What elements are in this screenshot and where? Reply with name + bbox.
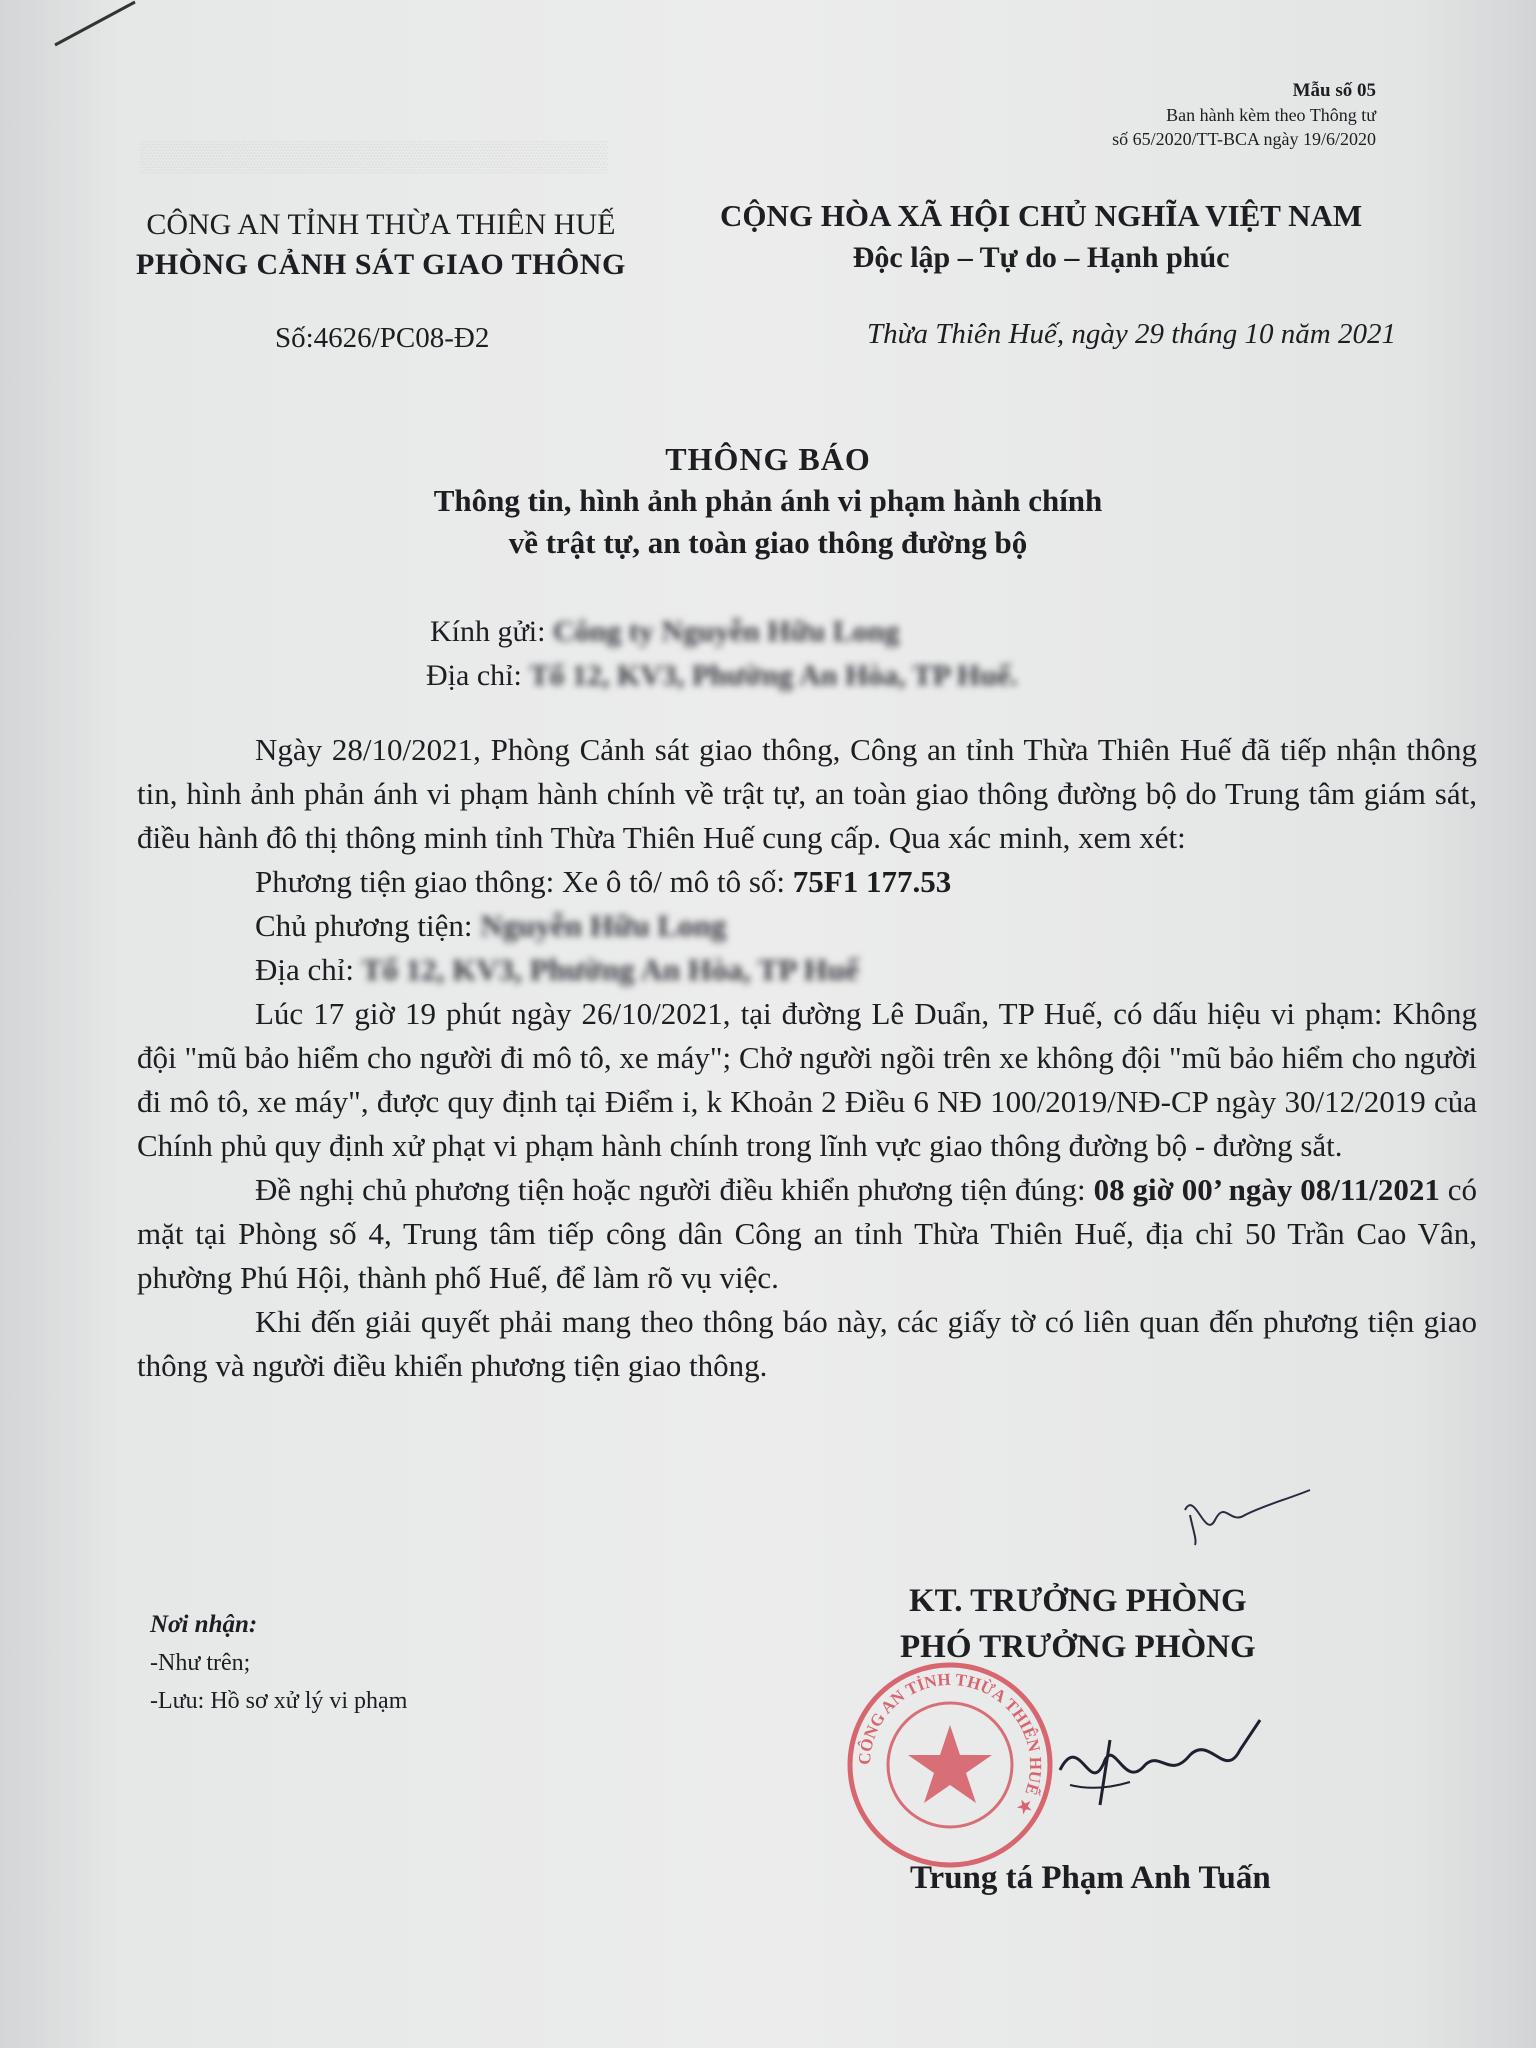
form-number: Mẫu số 05 (1292, 80, 1376, 101)
svg-text:CÔNG AN TỈNH THỪA THIÊN HUẾ ★: CÔNG AN TỈNH THỪA THIÊN HUẾ ★ (854, 1669, 1046, 1818)
issuer-header (136, 205, 626, 285)
form-number-block (1112, 78, 1376, 151)
signer-name: Trung tá Phạm Anh Tuấn (910, 1860, 1271, 1896)
recipients-list (150, 1606, 407, 1720)
owner-name-redacted: Nguyễn Hữu Long (480, 908, 727, 943)
national-header (720, 195, 1362, 279)
recipient-block (426, 610, 1018, 698)
recipients-heading: Nơi nhận: (150, 1611, 258, 1638)
corner-pen-mark (50, 0, 140, 60)
owner-address-line (137, 948, 1477, 992)
official-seal-stamp (845, 1660, 1055, 1870)
recipient-name-redacted: Công ty Nguyễn Hữu Long (552, 615, 900, 648)
issuer-line2: PHÒNG CẢNH SÁT GIAO THÔNG (136, 248, 626, 281)
owner-address-label: Địa chỉ: (255, 952, 362, 987)
summons-text-a: Đề nghị chủ phương tiện hoặc người điều khiển phương tiện đúng: (255, 1172, 1094, 1207)
national-line1: CỘNG HÒA XÃ HỘI CHỦ NGHĨA VIỆT NAM (720, 198, 1363, 233)
body-paragraph-1: Ngày 28/10/2021, Phòng Cảnh sát giao thông, Công an tỉnh Thừa Thiên Huế đã tiếp nhận thông tin, hình ảnh phản ánh vi phạm hành chính về trật tự, an toàn giao thông đường bộ do Trung tâm giám sát, điều hành đô thị thông minh tỉnh Thừa Thiên Huế cung cấp. Qua xác minh, xem xét: (137, 732, 1477, 855)
recipient-label: Kính gửi: (430, 615, 546, 648)
title-sub1: Thông tin, hình ảnh phản ánh vi phạm hành chính (433, 483, 1103, 518)
recipients-item-2: -Lưu: Hồ sơ xử lý vi phạm (150, 1688, 408, 1714)
signature-title-line2: PHÓ TRƯỞNG PHÒNG (900, 1629, 1256, 1665)
national-motto: Độc lập – Tự do – Hạnh phúc (852, 241, 1230, 274)
issuer-line1: CÔNG AN TỈNH THỪA THIÊN HUẾ (146, 208, 616, 241)
notice-body (137, 728, 1477, 1388)
owner-address-redacted: Tổ 12, KV3, Phường An Hòa, TP Huế (361, 952, 859, 987)
dateline: Thừa Thiên Huế, ngày 29 tháng 10 năm 2021 (867, 318, 1396, 350)
vehicle-plate: 75F1 177.53 (792, 864, 952, 899)
owner-label: Chủ phương tiện: (255, 908, 481, 943)
form-number-line2: Ban hành kèm theo Thông tư (1166, 105, 1376, 125)
reference-number: Số:4626/PC08-Đ2 (275, 322, 490, 354)
recipient-address-label: Địa chỉ: (426, 659, 522, 692)
recipients-item-1: -Như trên; (150, 1650, 251, 1676)
vehicle-line (137, 860, 1477, 904)
recipient-address-redacted: Tổ 12, KV3, Phường An Hòa, TP Huế. (529, 659, 1018, 692)
handwritten-signature (1050, 1710, 1270, 1820)
signature-title-line1: KT. TRƯỞNG PHÒNG (909, 1583, 1247, 1619)
bleed-through: ▒▒▒▒▒▒▒▒▒▒▒▒▒▒▒▒▒▒▒▒▒▒ (140, 140, 608, 173)
owner-line (137, 904, 1477, 948)
title-sub2: về trật tự, an toàn giao thông đường bộ (508, 525, 1028, 560)
vehicle-label: Phương tiện giao thông: Xe ô tô/ mô tô số: (255, 864, 793, 899)
body-paragraph-2: Lúc 17 giờ 19 phút ngày 26/10/2021, tại đường Lê Duẩn, TP Huế, có dấu hiệu vi phạm: Không đội "mũ bảo hiểm cho người đi mô tô, xe máy"; Chở người ngồi trên xe không đội "mũ bảo hiểm cho người đi mô tô, xe máy", được quy định tại Điểm i, k Khoản 2 Điều 6 NĐ 100/2019/NĐ-CP ngày 30/12/2019 của Chính phủ quy định xử phạt vi phạm hành chính trong lĩnh vực giao thông đường bộ - đường sắt. (137, 996, 1477, 1163)
form-number-line3: số 65/2020/TT-BCA ngày 19/6/2020 (1112, 129, 1376, 149)
title-main: THÔNG BÁO (665, 441, 871, 477)
signature-title (900, 1578, 1256, 1670)
notice-title (0, 438, 1536, 564)
summons-text-b: có mặt tại Phòng số 4, Trung tâm tiếp công dân Công an tỉnh Thừa Thiên Huế, địa chỉ 50 Trần Cao Vân, phường Phú Hội, thành phố Huế, để làm rõ vụ việc. (137, 1172, 1478, 1295)
body-paragraph-3 (137, 1168, 1477, 1300)
handwritten-initial (1175, 1480, 1315, 1550)
summons-time: 08 giờ 00’ ngày 08/11/2021 (1093, 1172, 1440, 1207)
body-paragraph-4: Khi đến giải quyết phải mang theo thông báo này, các giấy tờ có liên quan đến phương tiện giao thông và người điều khiển phương tiện giao thông. (137, 1304, 1477, 1383)
